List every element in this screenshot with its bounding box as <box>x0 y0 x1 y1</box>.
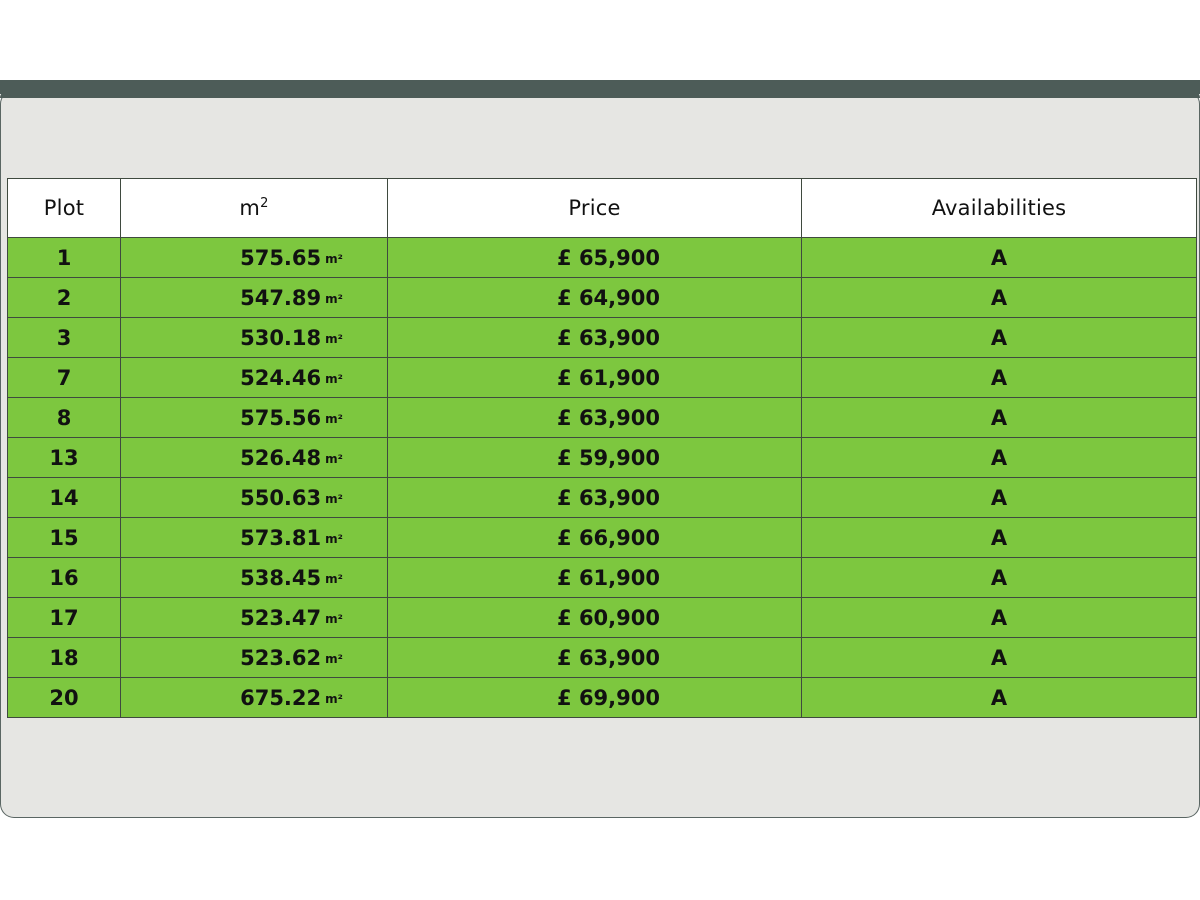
table-row <box>8 358 1197 398</box>
header-area-superscript: 2 <box>260 196 269 211</box>
table-row <box>8 518 1197 558</box>
availability-cell: A <box>802 278 1197 318</box>
area-unit: m² <box>325 651 343 666</box>
area-cell <box>121 438 388 478</box>
price-value: £ 66,900 <box>557 525 660 550</box>
area-value: 575.56 <box>240 405 322 430</box>
header-area <box>121 179 388 238</box>
plot-cell: 17 <box>8 598 121 638</box>
area-value: 538.45 <box>240 565 322 590</box>
plot-cell: 7 <box>8 358 121 398</box>
table-row <box>8 318 1197 358</box>
area-unit: m² <box>325 491 343 506</box>
availability-cell: A <box>802 558 1197 598</box>
area-unit: m² <box>325 251 343 266</box>
area-unit: m² <box>325 571 343 586</box>
area-cell <box>121 558 388 598</box>
price-cell <box>388 598 802 638</box>
price-value: £ 63,900 <box>557 645 660 670</box>
price-cell <box>388 638 802 678</box>
area-unit: m² <box>325 411 343 426</box>
table-header-row <box>8 179 1197 238</box>
area-value: 526.48 <box>240 445 322 470</box>
price-cell <box>388 358 802 398</box>
availability-cell: A <box>802 238 1197 278</box>
header-availability: Availabilities <box>802 179 1197 238</box>
price-cell <box>388 558 802 598</box>
availability-cell: A <box>802 438 1197 478</box>
header-price: Price <box>388 179 802 238</box>
area-cell <box>121 638 388 678</box>
header-area-label: m <box>239 196 261 220</box>
plots-table <box>7 178 1197 718</box>
plot-cell: 1 <box>8 238 121 278</box>
area-value: 523.47 <box>240 605 322 630</box>
availability-cell: A <box>802 318 1197 358</box>
plot-cell: 20 <box>8 678 121 718</box>
table-row <box>8 558 1197 598</box>
table-row <box>8 238 1197 278</box>
price-cell <box>388 478 802 518</box>
table-row <box>8 278 1197 318</box>
price-cell <box>388 438 802 478</box>
plot-cell: 2 <box>8 278 121 318</box>
area-unit: m² <box>325 691 343 706</box>
plot-cell: 8 <box>8 398 121 438</box>
area-value: 573.81 <box>240 525 322 550</box>
table-row <box>8 678 1197 718</box>
availability-cell: A <box>802 638 1197 678</box>
plot-cell: 13 <box>8 438 121 478</box>
availability-cell: A <box>802 478 1197 518</box>
panel-top-edge <box>0 90 1200 98</box>
price-value: £ 65,900 <box>557 245 660 270</box>
area-value: 523.62 <box>240 645 322 670</box>
plot-cell: 15 <box>8 518 121 558</box>
availability-cell: A <box>802 598 1197 638</box>
header-plot: Plot <box>8 179 121 238</box>
area-value: 524.46 <box>240 365 322 390</box>
area-unit: m² <box>325 611 343 626</box>
price-cell <box>388 278 802 318</box>
availability-cell: A <box>802 358 1197 398</box>
area-value: 675.22 <box>240 685 322 710</box>
area-cell <box>121 318 388 358</box>
price-value: £ 61,900 <box>557 365 660 390</box>
plot-cell: 3 <box>8 318 121 358</box>
table-row <box>8 438 1197 478</box>
table-row <box>8 598 1197 638</box>
area-cell <box>121 398 388 438</box>
area-value: 547.89 <box>240 285 322 310</box>
price-value: £ 59,900 <box>557 445 660 470</box>
availability-cell: A <box>802 398 1197 438</box>
table-row <box>8 398 1197 438</box>
area-value: 530.18 <box>240 325 322 350</box>
plot-cell: 16 <box>8 558 121 598</box>
price-value: £ 63,900 <box>557 325 660 350</box>
area-cell <box>121 238 388 278</box>
plot-cell: 14 <box>8 478 121 518</box>
price-cell <box>388 518 802 558</box>
price-value: £ 63,900 <box>557 485 660 510</box>
area-cell <box>121 678 388 718</box>
area-unit: m² <box>325 531 343 546</box>
price-value: £ 69,900 <box>557 685 660 710</box>
area-cell <box>121 278 388 318</box>
area-cell <box>121 358 388 398</box>
price-value: £ 63,900 <box>557 405 660 430</box>
price-value: £ 60,900 <box>557 605 660 630</box>
area-value: 575.65 <box>240 245 322 270</box>
area-unit: m² <box>325 291 343 306</box>
area-unit: m² <box>325 371 343 386</box>
table-row <box>8 478 1197 518</box>
table-body <box>8 238 1197 718</box>
area-value: 550.63 <box>240 485 322 510</box>
area-unit: m² <box>325 451 343 466</box>
price-cell <box>388 398 802 438</box>
price-cell <box>388 678 802 718</box>
price-cell <box>388 238 802 278</box>
area-cell <box>121 518 388 558</box>
price-cell <box>388 318 802 358</box>
area-unit: m² <box>325 331 343 346</box>
table-row <box>8 638 1197 678</box>
availability-cell: A <box>802 518 1197 558</box>
plot-cell: 18 <box>8 638 121 678</box>
price-value: £ 61,900 <box>557 565 660 590</box>
area-cell <box>121 478 388 518</box>
availability-cell: A <box>802 678 1197 718</box>
price-value: £ 64,900 <box>557 285 660 310</box>
area-cell <box>121 598 388 638</box>
